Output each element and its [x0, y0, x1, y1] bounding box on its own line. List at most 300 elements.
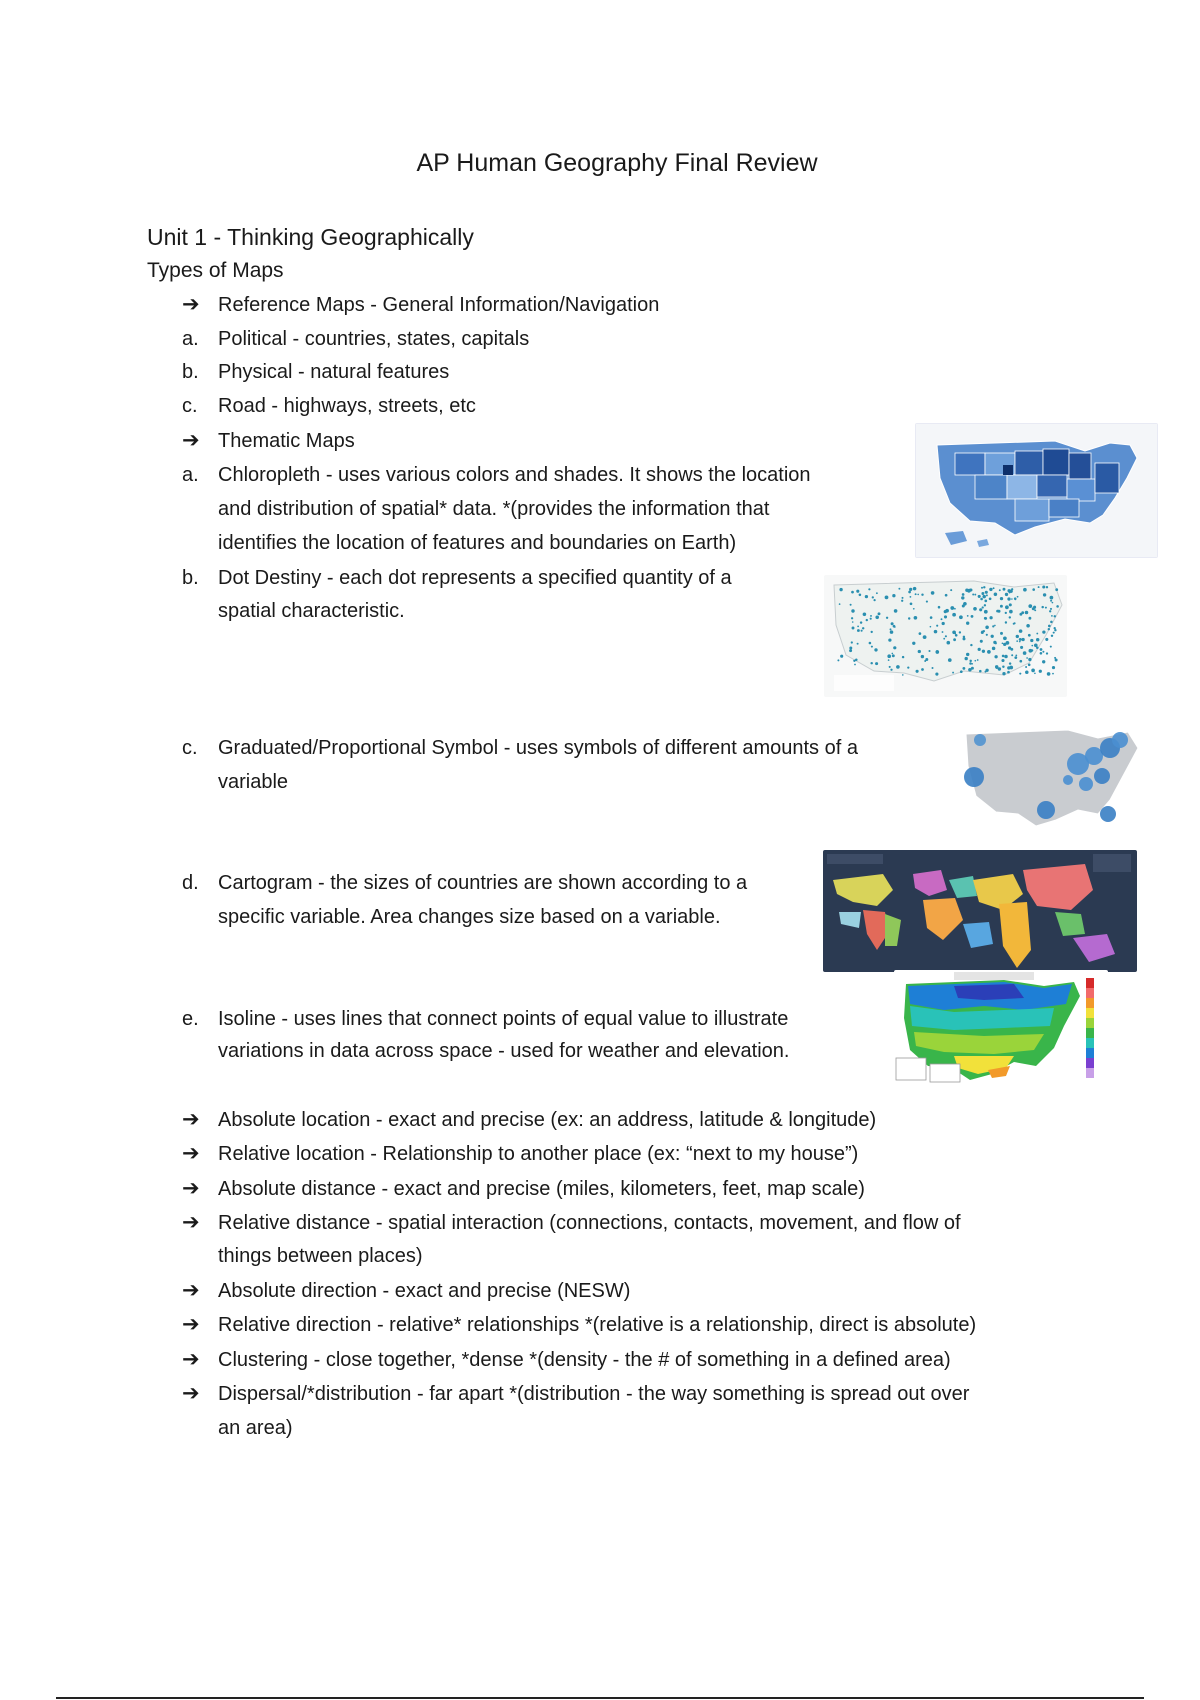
cartogram-map-icon — [823, 850, 1137, 972]
density-dot — [871, 646, 873, 648]
density-dot — [909, 588, 912, 591]
density-dot — [923, 635, 927, 639]
density-dot — [1028, 617, 1031, 620]
density-dot — [914, 616, 918, 620]
density-dot — [950, 589, 952, 591]
density-dot — [888, 659, 890, 661]
density-dot — [1028, 604, 1032, 608]
density-dot — [921, 593, 923, 595]
list-item-text: Relative location - Relationship to another place (ex: “next to my house”) — [218, 1143, 859, 1165]
density-dot — [859, 594, 862, 597]
density-dot — [962, 593, 965, 596]
density-dot — [863, 613, 867, 617]
list-marker: d. — [182, 872, 199, 894]
density-dot — [1042, 651, 1044, 653]
density-dot — [1009, 603, 1012, 606]
density-dot — [872, 596, 874, 598]
density-dot — [891, 653, 893, 655]
list-item-text: Relative direction - relative* relationships *(relative is a relationship, direct is absolute) — [218, 1314, 977, 1336]
density-dot — [942, 622, 945, 625]
density-dot — [1031, 669, 1035, 673]
density-dot — [839, 603, 841, 605]
density-dot — [1046, 586, 1048, 588]
density-dot — [1025, 670, 1029, 674]
density-dot — [1052, 673, 1054, 675]
density-dot — [1007, 666, 1010, 669]
density-dot — [1026, 657, 1028, 659]
density-dot — [1014, 598, 1016, 600]
density-dot — [969, 662, 972, 665]
density-dot — [1015, 654, 1017, 656]
density-dot — [934, 630, 938, 634]
density-dot — [874, 648, 877, 651]
arrow-bullet-icon: ➔ — [182, 1142, 200, 1165]
density-dot — [1025, 611, 1029, 615]
dot-density-map-icon — [824, 575, 1067, 697]
density-dot — [902, 674, 904, 676]
choropleth-map-icon — [915, 423, 1158, 558]
density-dot — [965, 589, 968, 592]
density-dot — [839, 588, 842, 591]
density-dot — [989, 588, 992, 591]
density-dot — [1042, 660, 1045, 663]
list-item-text: Absolute direction - exact and precise (NESW) — [218, 1280, 631, 1302]
density-dot — [1041, 606, 1043, 608]
list-item-text: variations in data across space - used for weather and elevation. — [218, 1040, 790, 1062]
density-dot — [993, 587, 995, 589]
density-dot — [1036, 633, 1038, 635]
density-dot — [1005, 593, 1008, 596]
density-dot — [1000, 632, 1003, 635]
density-dot — [894, 609, 898, 613]
density-dot — [1002, 666, 1004, 668]
density-dot — [1053, 632, 1055, 634]
density-dot — [989, 616, 992, 619]
density-dot — [870, 618, 872, 620]
density-dot — [1040, 652, 1043, 655]
density-dot — [987, 650, 991, 654]
density-dot — [978, 595, 981, 598]
density-dot — [1051, 635, 1053, 637]
density-dot — [981, 587, 983, 589]
density-dot — [1034, 672, 1036, 674]
density-dot — [965, 657, 968, 660]
density-dot — [909, 596, 911, 598]
density-dot — [952, 630, 956, 634]
list-item-text: Absolute location - exact and precise (ex: an address, latitude & longitude) — [218, 1109, 877, 1131]
density-dot — [870, 615, 872, 617]
density-dot — [1001, 659, 1004, 662]
density-dot — [975, 660, 977, 662]
density-dot — [908, 617, 910, 619]
density-dot — [952, 613, 956, 617]
list-marker: a. — [182, 464, 199, 486]
list-item-text: Dispersal/*distribution - far apart *(distribution - the way something is spread out over — [218, 1383, 970, 1405]
density-dot — [1002, 655, 1005, 658]
density-dot — [943, 638, 945, 640]
density-dot — [902, 656, 904, 658]
density-dot — [891, 622, 894, 625]
density-dot — [952, 672, 954, 674]
density-dot — [962, 667, 965, 670]
list-marker: c. — [182, 395, 198, 417]
density-dot — [860, 621, 862, 623]
density-dot — [935, 673, 938, 676]
density-dot — [887, 654, 891, 658]
density-dot — [1040, 648, 1043, 651]
density-dot — [995, 665, 998, 668]
density-dot — [1042, 630, 1045, 633]
density-dot — [1050, 646, 1052, 648]
density-dot — [1032, 607, 1035, 610]
list-item-text: Isoline - uses lines that connect points of equal value to illustrate — [218, 1008, 789, 1030]
density-dot — [1026, 624, 1030, 628]
density-dot — [851, 591, 854, 594]
list-item-text: Road - highways, streets, etc — [218, 395, 476, 417]
density-dot — [984, 600, 987, 603]
list-item-text: Absolute distance - exact and precise (miles, kilometers, feet, map scale) — [218, 1178, 865, 1200]
density-dot — [963, 602, 967, 606]
isoline-map-icon — [894, 970, 1108, 1086]
density-dot — [902, 597, 904, 599]
density-dot — [1055, 658, 1058, 661]
density-dot — [1000, 605, 1003, 608]
density-dot — [969, 660, 971, 662]
density-dot — [1014, 656, 1017, 659]
density-dot — [875, 662, 878, 665]
density-dot — [919, 632, 922, 635]
density-dot — [936, 650, 938, 652]
density-dot — [896, 665, 900, 669]
density-dot — [890, 669, 892, 671]
density-dot — [1003, 643, 1006, 646]
density-dot — [1054, 615, 1056, 617]
density-dot — [1052, 666, 1055, 669]
density-dot — [917, 594, 919, 596]
density-dot — [930, 626, 932, 628]
density-dot — [1028, 664, 1031, 667]
density-dot — [1030, 639, 1033, 642]
density-dot — [1020, 646, 1023, 649]
density-dot — [970, 644, 972, 646]
density-dot — [973, 607, 977, 611]
density-dot — [1042, 585, 1045, 588]
density-dot — [1048, 625, 1051, 628]
arrow-bullet-icon: ➔ — [182, 293, 200, 316]
density-dot — [1055, 588, 1058, 591]
arrow-bullet-icon: ➔ — [182, 1211, 200, 1234]
arrow-bullet-icon: ➔ — [182, 429, 200, 452]
density-dot — [1002, 642, 1004, 644]
density-dot — [1038, 586, 1040, 588]
density-dot — [1019, 629, 1023, 633]
density-dot — [913, 587, 917, 591]
density-dot — [948, 658, 952, 662]
density-dot — [890, 628, 892, 630]
list-item-text: Dot Destiny - each dot represents a specified quantity of a — [218, 567, 732, 589]
density-dot — [1045, 638, 1048, 641]
density-dot — [1050, 596, 1054, 600]
density-dot — [1019, 613, 1022, 616]
density-dot — [866, 619, 868, 621]
list-item-text: an area) — [218, 1417, 293, 1439]
density-dot — [888, 638, 891, 641]
density-dot — [928, 650, 930, 652]
density-dot — [1016, 635, 1019, 638]
density-dot — [869, 642, 872, 645]
density-dot — [894, 626, 896, 628]
section-heading: Types of Maps — [147, 259, 284, 282]
density-dot — [938, 606, 941, 609]
density-dot — [1005, 612, 1007, 614]
density-dot — [984, 604, 986, 606]
density-dot — [862, 627, 864, 629]
arrow-bullet-icon: ➔ — [182, 1108, 200, 1131]
density-dot — [1048, 628, 1050, 630]
density-dot — [908, 591, 911, 594]
density-dot — [953, 638, 956, 641]
density-dot — [1029, 649, 1033, 653]
density-dot — [967, 615, 969, 617]
arrow-bullet-icon: ➔ — [182, 1382, 200, 1405]
density-dot — [986, 634, 988, 636]
density-dot — [1052, 602, 1054, 604]
density-dot — [918, 650, 921, 653]
list-marker: c. — [182, 737, 198, 759]
list-marker: b. — [182, 361, 199, 383]
density-dot — [966, 622, 969, 625]
density-dot — [1002, 672, 1005, 675]
list-item-text: and distribution of spatial* data. *(provides the information that — [218, 498, 770, 520]
density-dot — [947, 641, 951, 645]
density-dot — [840, 655, 843, 658]
list-item-text: Relative distance - spatial interaction (connections, contacts, movement, and flow of — [218, 1212, 961, 1234]
density-dot — [1050, 621, 1053, 624]
density-dot — [868, 588, 870, 590]
density-dot — [982, 606, 984, 608]
density-dot — [984, 617, 987, 620]
density-dot — [966, 653, 969, 656]
density-dot — [945, 609, 949, 613]
density-dot — [870, 662, 872, 664]
density-dot — [1023, 588, 1027, 592]
density-dot — [886, 617, 888, 619]
density-dot — [1009, 610, 1013, 614]
density-dot — [981, 592, 984, 595]
density-dot — [921, 655, 924, 658]
density-dot — [1019, 641, 1021, 643]
density-dot — [983, 586, 985, 588]
density-dot — [1025, 666, 1027, 668]
density-dot — [1028, 658, 1031, 661]
density-dot — [1045, 607, 1047, 609]
density-dot — [1017, 596, 1019, 598]
density-dot — [856, 590, 859, 593]
density-dot — [921, 668, 924, 671]
density-dot — [954, 608, 956, 610]
density-dot — [849, 649, 852, 652]
density-dot — [944, 615, 947, 618]
density-dot — [1008, 646, 1011, 649]
list-item-text: Graduated/Proportional Symbol - uses symbols of different amounts of a — [218, 737, 858, 759]
density-dot — [850, 604, 852, 606]
page-bottom-rule — [56, 1697, 1144, 1699]
density-dot — [984, 610, 988, 614]
density-dot — [978, 648, 981, 651]
density-dot — [837, 659, 839, 661]
density-dot — [1050, 600, 1052, 602]
density-dot — [1000, 597, 1003, 600]
list-item-text: Political - countries, states, capitals — [218, 328, 530, 350]
density-dot — [972, 594, 974, 596]
density-dot — [1007, 589, 1010, 592]
density-dot — [1003, 588, 1006, 591]
list-marker: e. — [182, 1008, 199, 1030]
density-dot — [1056, 605, 1059, 608]
density-dot — [985, 591, 988, 594]
density-dot — [1009, 662, 1011, 664]
density-dot — [926, 601, 928, 603]
arrow-bullet-icon: ➔ — [182, 1348, 200, 1371]
arrow-bullet-icon: ➔ — [182, 1279, 200, 1302]
density-dot — [930, 616, 933, 619]
density-dot — [857, 626, 859, 628]
density-dot — [889, 666, 891, 668]
density-dot — [913, 608, 915, 610]
density-dot — [1039, 670, 1042, 673]
density-dot — [916, 670, 919, 673]
density-dot — [849, 647, 852, 650]
density-dot — [893, 646, 896, 649]
density-dot — [982, 650, 985, 653]
list-item-text: Physical - natural features — [218, 361, 450, 383]
density-dot — [1028, 634, 1031, 637]
density-dot — [1019, 638, 1022, 641]
density-dot — [907, 666, 909, 668]
density-dot — [861, 630, 863, 632]
density-dot — [992, 647, 994, 649]
density-dot — [853, 660, 855, 662]
density-dot — [878, 612, 881, 615]
density-dot — [1050, 608, 1052, 610]
list-item-text: spatial characteristic. — [218, 600, 405, 622]
density-dot — [1046, 652, 1048, 654]
density-dot — [941, 618, 943, 620]
density-dot — [1043, 593, 1046, 596]
density-dot — [932, 667, 934, 669]
density-dot — [910, 602, 913, 605]
density-dot — [851, 609, 854, 612]
density-dot — [851, 641, 853, 643]
density-dot — [892, 594, 895, 597]
density-dot — [1003, 636, 1007, 640]
list-item-text: identifies the location of features and boundaries on Earth) — [218, 532, 737, 554]
density-dot — [912, 642, 915, 645]
density-dot — [985, 669, 988, 672]
list-marker: a. — [182, 328, 199, 350]
density-dot — [1016, 640, 1018, 642]
density-dot — [1047, 672, 1051, 676]
density-dot — [985, 626, 989, 630]
density-dot — [960, 670, 963, 673]
arrow-bullet-icon: ➔ — [182, 1177, 200, 1200]
density-dot — [1011, 654, 1013, 656]
density-dot — [1019, 673, 1021, 675]
density-dot — [857, 629, 860, 632]
density-dot — [1005, 621, 1007, 623]
density-dot — [865, 595, 868, 598]
density-dot — [1004, 655, 1008, 659]
density-dot — [857, 643, 859, 645]
list-item-text: Thematic Maps — [218, 430, 355, 452]
density-dot — [963, 636, 965, 638]
unit-heading: Unit 1 - Thinking Geographically — [147, 224, 474, 250]
density-dot — [1034, 644, 1038, 648]
density-dot — [1054, 629, 1056, 631]
density-dot — [875, 616, 879, 620]
density-dot — [890, 630, 894, 634]
list-item-text: Clustering - close together, *dense *(density - the # of something in a defined area) — [218, 1349, 951, 1371]
density-dot — [936, 625, 938, 627]
density-dot — [994, 655, 997, 658]
density-dot — [1007, 671, 1010, 674]
density-dot — [979, 670, 982, 673]
density-dot — [854, 664, 856, 666]
list-item-text: Cartogram - the sizes of countries are shown according to a — [218, 872, 748, 894]
density-dot — [1011, 598, 1013, 600]
density-dot — [979, 608, 982, 611]
page-title: AP Human Geography Final Review — [416, 149, 818, 177]
density-dot — [968, 668, 972, 672]
list-marker: b. — [182, 567, 199, 589]
density-dot — [983, 630, 985, 632]
list-item-text: things between places) — [218, 1245, 423, 1267]
density-dot — [1013, 623, 1015, 625]
density-dot — [989, 597, 992, 600]
density-dot — [945, 594, 948, 597]
density-dot — [945, 635, 947, 637]
density-dot — [955, 634, 958, 637]
density-dot — [993, 641, 996, 644]
density-dot — [961, 596, 964, 599]
density-dot — [1031, 645, 1033, 647]
density-dot — [1019, 660, 1022, 663]
density-dot — [997, 610, 999, 612]
density-dot — [1032, 588, 1035, 591]
density-dot — [1005, 605, 1009, 609]
density-dot — [974, 594, 976, 596]
density-dot — [874, 599, 876, 601]
density-dot — [980, 598, 983, 601]
density-dot — [851, 617, 853, 619]
density-dot — [876, 592, 878, 594]
arrow-bullet-icon: ➔ — [182, 1313, 200, 1336]
density-dot — [1049, 610, 1051, 612]
density-dot — [977, 659, 979, 661]
density-dot — [994, 625, 996, 627]
density-dot — [885, 596, 889, 600]
density-dot — [1021, 638, 1024, 641]
density-dot — [1023, 651, 1027, 655]
density-dot — [898, 588, 900, 590]
proportional-symbol-map-icon — [958, 722, 1144, 838]
isoline-legend — [1086, 978, 1094, 1078]
density-dot — [1036, 638, 1039, 641]
density-dot — [959, 631, 961, 633]
density-dot — [931, 591, 935, 595]
density-dot — [994, 593, 998, 597]
list-item-text: variable — [218, 771, 289, 793]
